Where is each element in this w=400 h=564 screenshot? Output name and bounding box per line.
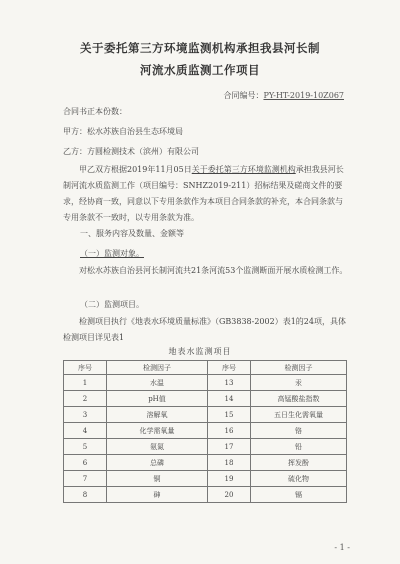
- table-title: 地表水监测项目: [168, 347, 232, 356]
- table-cell: 溶解氧: [107, 407, 208, 423]
- table-cell: 铜: [107, 471, 208, 487]
- paragraph-monitoring-items: 检测项目执行《地表水环境质量标准》（GB3838-2002）表1的24项，具体检测项目详见表1: [63, 317, 346, 342]
- table-cell: 16: [208, 423, 251, 439]
- paragraph-agreement-start: 甲乙双方根据2019年11月05日: [79, 165, 192, 174]
- table-cell: 硫化物: [251, 471, 347, 487]
- table-cell: 挥发酚: [251, 455, 347, 471]
- table-row: [64, 471, 347, 487]
- section-heading-1a-text: （一）监测对象。: [80, 249, 144, 258]
- table-row: [64, 375, 347, 391]
- number-of-copies: 合同书正本份数：: [63, 107, 127, 116]
- party-b: 乙方：方圆检测技术（滨州）有限公司: [63, 147, 199, 156]
- table-cell: 2: [64, 391, 107, 407]
- table-cell: 20: [208, 487, 251, 503]
- table-cell: 铬: [251, 423, 347, 439]
- table-header-cell: 检测因子: [251, 361, 347, 375]
- table-cell: 汞: [251, 375, 347, 391]
- table-cell: 6: [64, 455, 107, 471]
- table-row: [64, 407, 347, 423]
- table-cell: 8: [64, 487, 107, 503]
- table-row: [64, 423, 347, 439]
- paragraph-agreement-end: 承担我县河长制河流水质监测工作（项目编号：SNHZ2019-211）招标结果及磋商文件的要求，经协商一致，同意以下专用条款作为本项目合同条款的补充，本合同条款与专用条款不一致时，以专用条款为准。: [63, 165, 344, 222]
- table-cell: 砷: [107, 487, 208, 503]
- page-number: - 1 -: [334, 543, 350, 552]
- table-cell: 化学需氧量: [107, 423, 208, 439]
- table-cell: 17: [208, 439, 251, 455]
- table-cell: 18: [208, 455, 251, 471]
- paragraph-agreement-underlined: 关于委托第三方环境监测机构: [191, 165, 296, 174]
- table-cell: 1: [64, 375, 107, 391]
- table-cell: 高锰酸盐指数: [251, 391, 347, 407]
- section-heading-1a: [80, 248, 144, 259]
- table-cell: 19: [208, 471, 251, 487]
- table-row: [64, 391, 347, 407]
- table-header-cell: 检测因子: [107, 361, 208, 375]
- table-cell: 3: [64, 407, 107, 423]
- paragraph-monitoring-object: 对松水苏族自治县河长制河流共21条河流53个监测断面开展水质检测工作。: [79, 266, 348, 275]
- table-header-cell: 序号: [64, 361, 107, 375]
- table-header-cell: 序号: [208, 361, 251, 375]
- table-cell: 水温: [107, 375, 208, 391]
- section-heading-1b: （二）监测项目。: [80, 300, 144, 309]
- contract-number-label: 合同编号：: [223, 91, 264, 100]
- table-cell: 铅: [251, 439, 347, 455]
- monitoring-factors-table: [63, 360, 347, 503]
- contract-number: [223, 90, 344, 101]
- table-row: [64, 439, 347, 455]
- document-title-line-2: 河流水质监测工作项目: [140, 63, 260, 77]
- table-row: [64, 455, 347, 471]
- table-header-row: [64, 361, 347, 375]
- party-a: 甲方：松水苏族自治县生态环境局: [63, 127, 183, 136]
- paragraph-agreement: [63, 162, 348, 226]
- table-cell: 7: [64, 471, 107, 487]
- table-cell: 14: [208, 391, 251, 407]
- table-cell: 五日生化需氧量: [251, 407, 347, 423]
- table-cell: 4: [64, 423, 107, 439]
- table-row: [64, 487, 347, 503]
- document-title-line-1: 关于委托第三方环境监测机构承担我县河长制: [80, 41, 320, 55]
- table-cell: 5: [64, 439, 107, 455]
- table-cell: 15: [208, 407, 251, 423]
- section-heading-1: 一、服务内容及数量、金额等: [80, 229, 184, 238]
- table-cell: pH值: [107, 391, 208, 407]
- table-cell: 镉: [251, 487, 347, 503]
- table-cell: 总磷: [107, 455, 208, 471]
- table-cell: 13: [208, 375, 251, 391]
- table-cell: 氨氮: [107, 439, 208, 455]
- contract-number-value: PY-HT-2019-10Z067: [263, 91, 344, 100]
